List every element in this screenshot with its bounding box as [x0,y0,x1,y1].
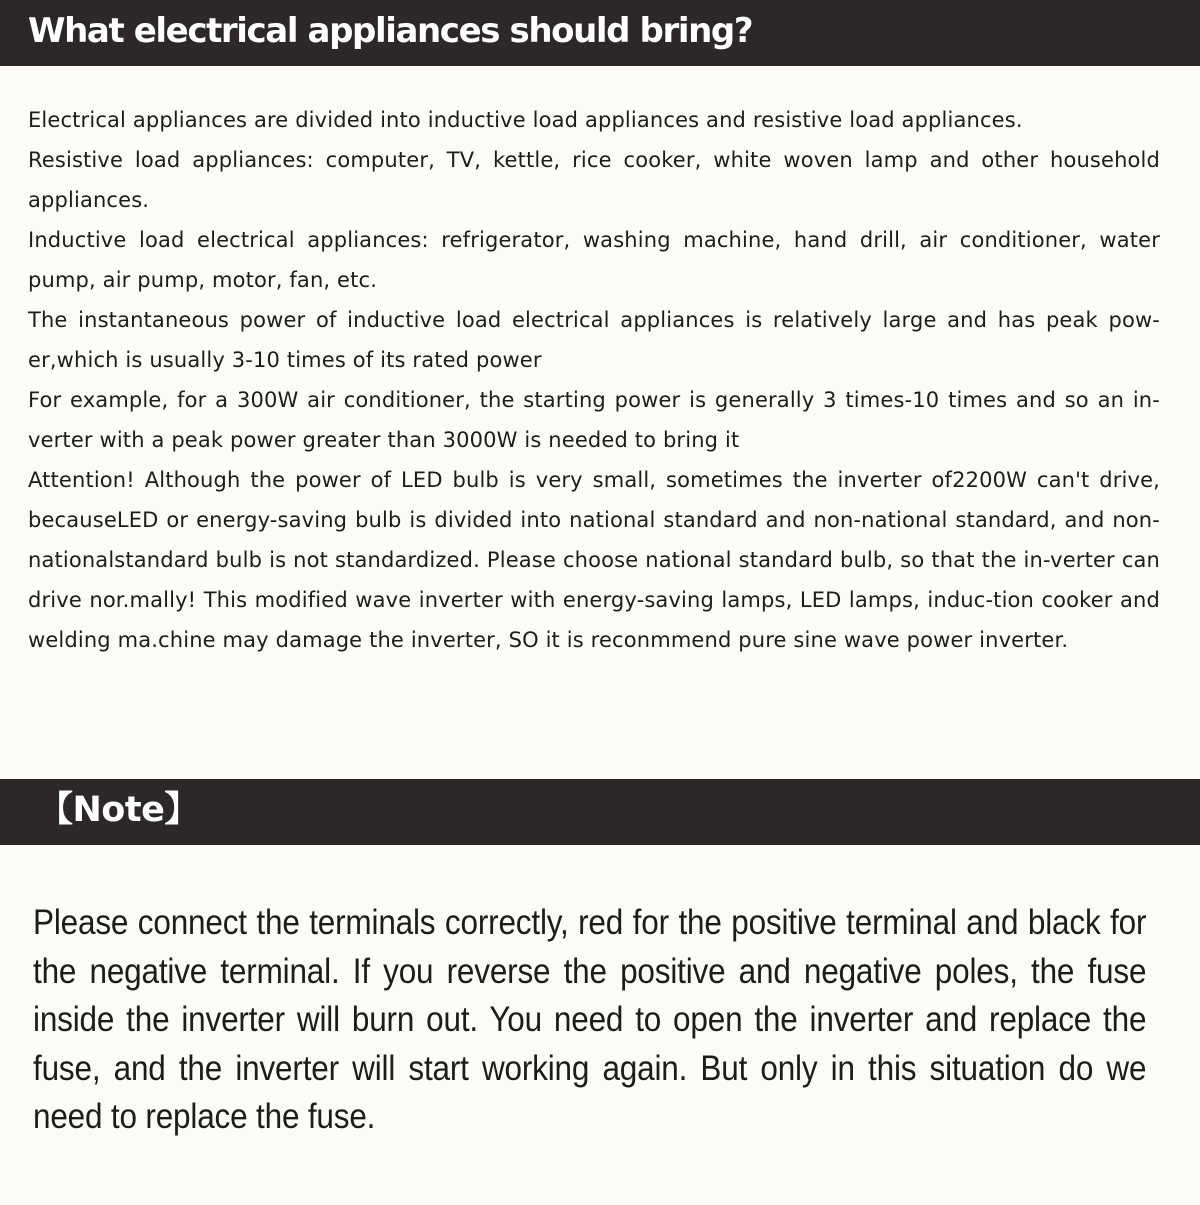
paragraph-peak-power: The instantaneous power of inductive load electrical appliances is relatively large and has peak pow-er,which is usually 3-10 times of its rated power [28,308,1160,372]
note-section-body [33,899,1147,1142]
paragraph-resistive-load: Resistive load appliances: computer, TV, kettle, rice cooker, white woven lamp and other household appliances. [28,148,1160,212]
note-section-title: 【Note】 [38,790,199,830]
appliances-section-header [0,0,1200,66]
note-section-header [0,779,1200,845]
paragraph-load-types: Electrical appliances are divided into inductive load appliances and resistive load appliances. [28,108,1023,132]
appliances-section-title: What electrical appliances should bring? [28,11,753,51]
paragraph-inductive-load: Inductive load electrical appliances: refrigerator, washing machine, hand drill, air conditioner, water pump, air pump, motor, fan, etc. [28,228,1160,292]
paragraph-attention: Attention! Although the power of LED bulb is very small, sometimes the inverter of2200W can't drive, becauseLED or energy-saving bulb is divided into national standard and non-national standard, and non-nationalstandard bulb is not standardized. Please choose national standard bulb, so that the in-verter can drive nor.mally! This modified wave inverter with energy-saving lamps, LED lamps, induc-tion cooker and welding ma.chine may damage the inverter, SO it is reconmmend pure sine wave power inverter. [28,468,1160,652]
appliances-section-body [28,100,1160,660]
paragraph-example: For example, for a 300W air conditioner, the starting power is generally 3 times-10 times and so an in-verter with a peak power greater than 3000W is needed to bring it [28,388,1160,452]
note-paragraph: Please connect the terminals correctly, red for the positive terminal and black for the negative terminal. If you reverse the positive and negative poles, the fuse inside the inverter will burn out. You need to open the inverter and replace the fuse, and the inverter will start working again. But only in this situation do we need to replace the fuse. [33,903,1147,1136]
